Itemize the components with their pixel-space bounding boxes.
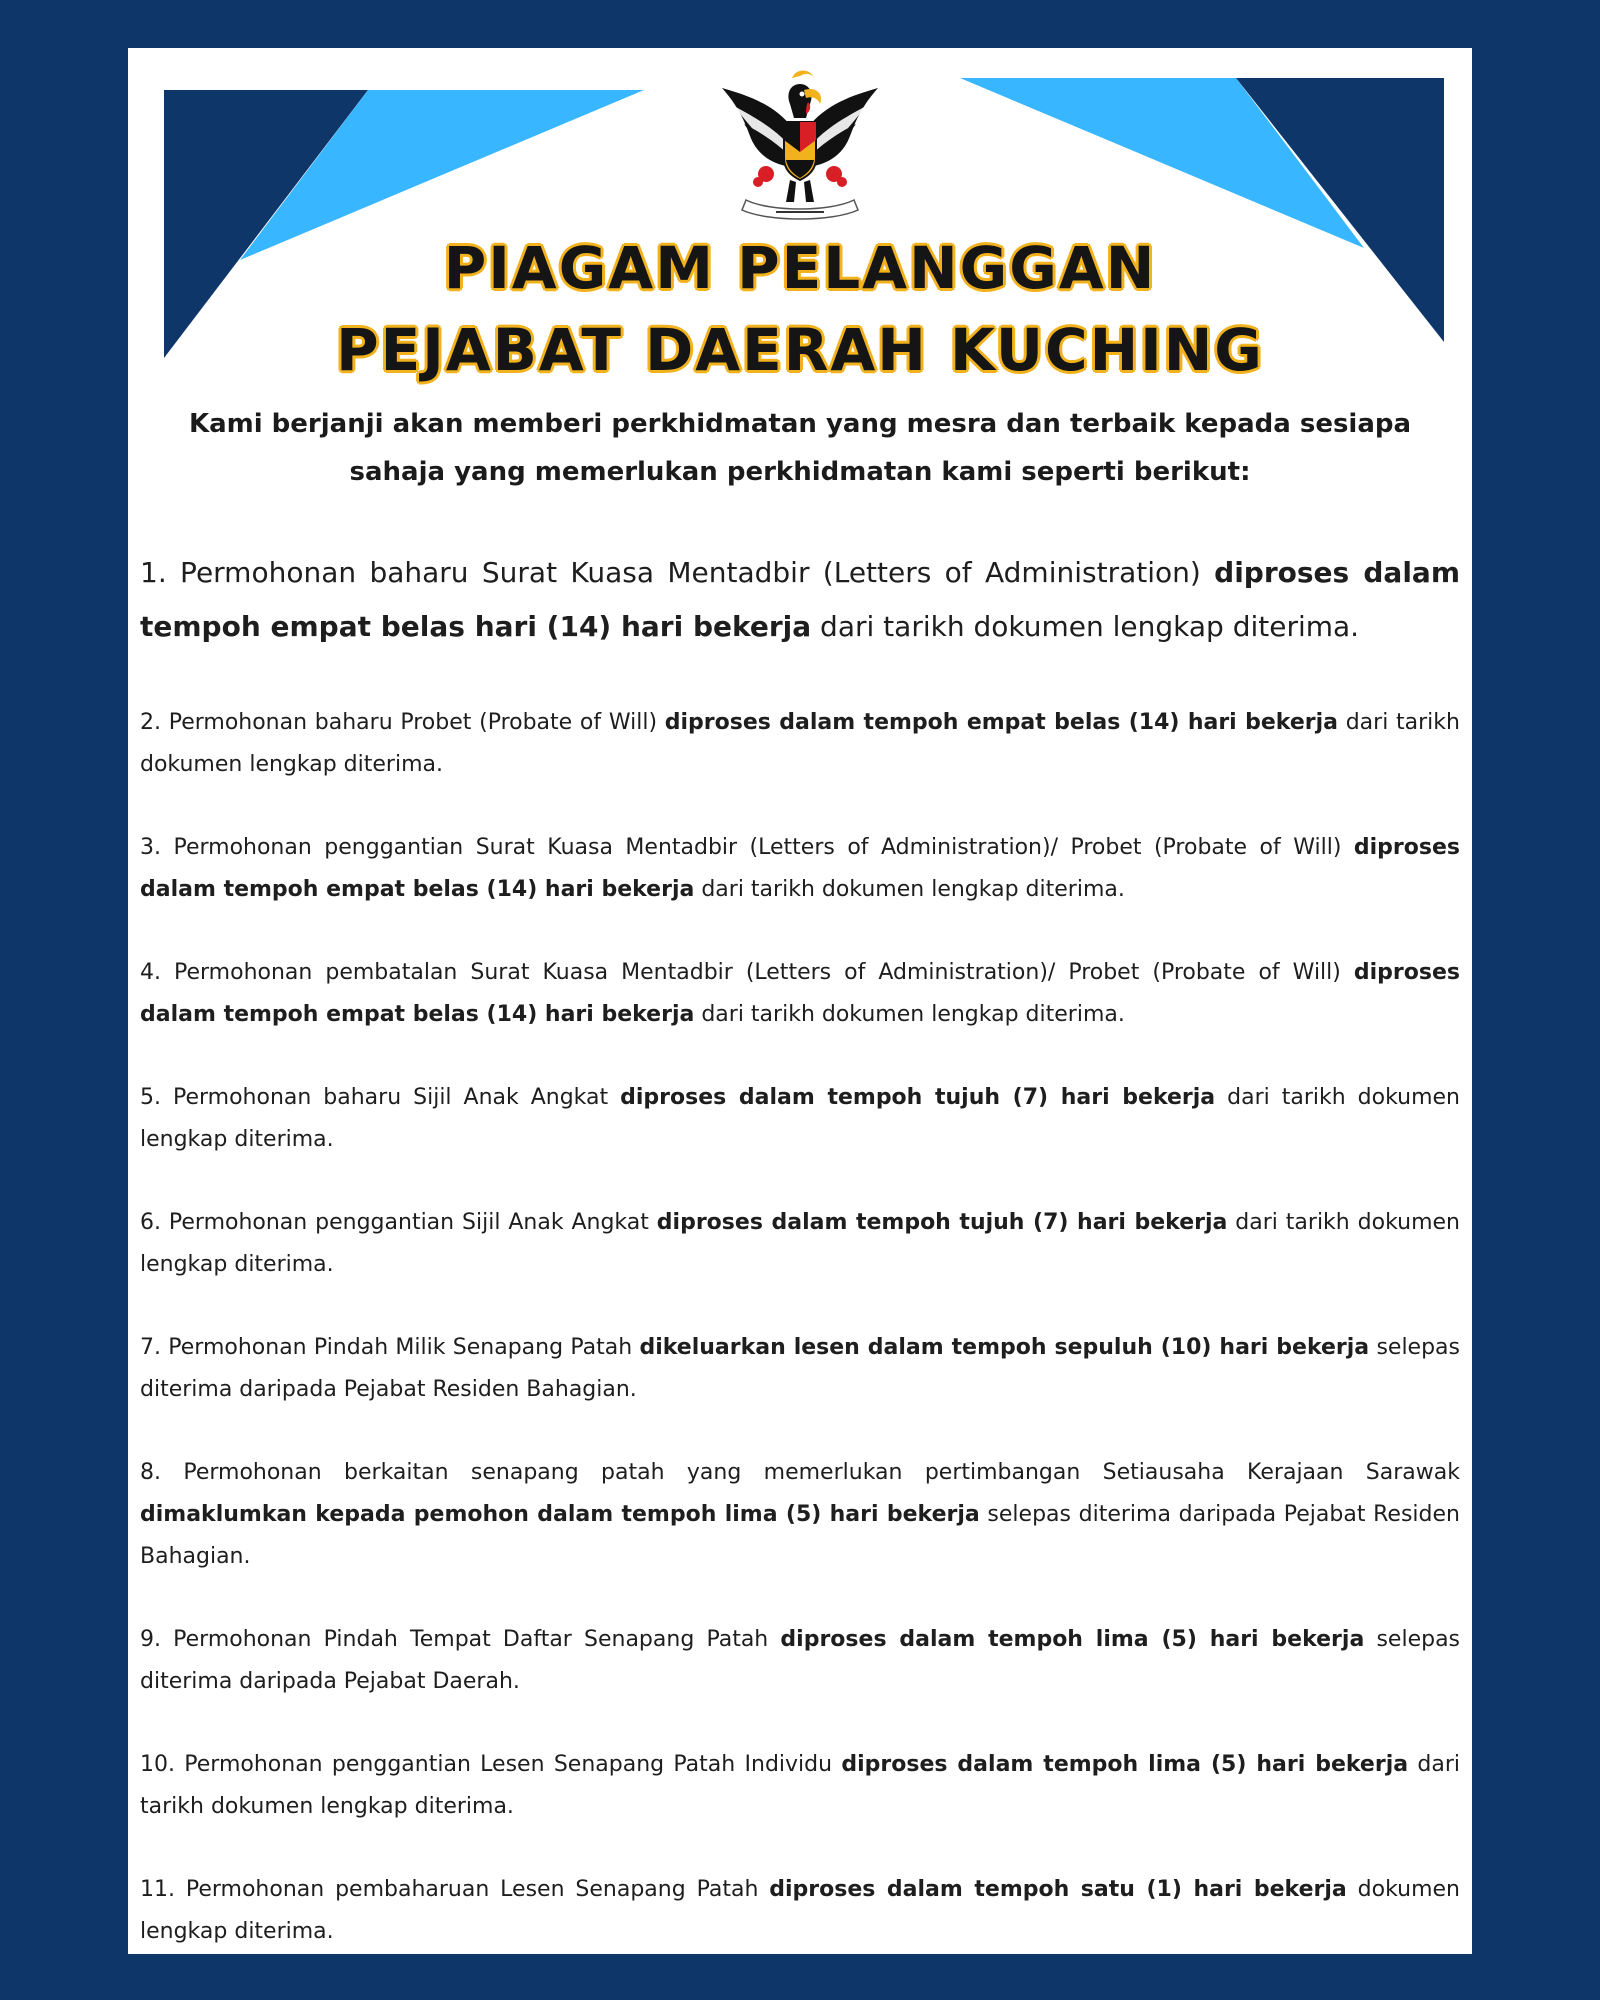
item-commitment: diproses dalam tempoh empat belas (14) hari bekerja <box>140 960 1460 1027</box>
charter-item <box>140 1744 1460 1828</box>
charter-item <box>140 546 1460 654</box>
charter-item <box>140 1869 1460 1953</box>
item-text: 1. Permohonan baharu Surat Kuasa Mentadbir (Letters of Administration) <box>140 556 1215 589</box>
item-text: selepas diterima daripada Pejabat Daerah. <box>140 1627 1461 1694</box>
item-text: dokumen lengkap diterima. <box>140 1877 1460 1944</box>
item-text: 4. Permohonan pembatalan Surat Kuasa Mentadbir (Letters of Administration)/ Probet (Probate of Will) <box>140 960 1354 985</box>
item-commitment: diproses dalam tempoh empat belas (14) hari bekerja <box>664 710 1338 735</box>
item-commitment: diproses dalam tempoh tujuh (7) hari bekerja <box>656 1210 1228 1235</box>
item-text: 3. Permohonan penggantian Surat Kuasa Mentadbir (Letters of Administration)/ Probet (Probate of Will) <box>140 835 1354 860</box>
right-dark-triangle <box>1236 78 1444 342</box>
charter-item <box>140 702 1460 786</box>
item-text: dari tarikh dokumen lengkap diterima. <box>694 877 1125 902</box>
item-text: dari tarikh dokumen lengkap diterima. <box>140 1085 1460 1152</box>
item-text: dari tarikh dokumen lengkap diterima. <box>140 710 1460 777</box>
item-text: dari tarikh dokumen lengkap diterima. <box>140 1752 1460 1819</box>
charter-item <box>140 952 1460 1036</box>
item-text: dari tarikh dokumen lengkap diterima. <box>811 610 1360 643</box>
coat-of-arms-icon <box>720 66 880 228</box>
intro-statement: Kami berjanji akan memberi perkhidmatan yang mesra dan terbaik kepada sesiapa sahaja yang memerlukan perkhidmatan kami seperti berikut: <box>188 409 1412 487</box>
item-commitment: diproses dalam tempoh satu (1) hari bekerja <box>769 1877 1347 1902</box>
item-text: 7. Permohonan Pindah Milik Senapang Patah <box>140 1335 640 1360</box>
item-text: selepas diterima daripada Pejabat Residen Bahagian. <box>140 1335 1460 1402</box>
charter-item <box>140 1202 1460 1286</box>
item-text: 5. Permohonan baharu Sijil Anak Angkat <box>140 1085 621 1110</box>
item-text: 9. Permohonan Pindah Tempat Daftar Senapang Patah <box>140 1627 781 1652</box>
item-commitment: diproses dalam tempoh tujuh (7) hari bekerja <box>620 1085 1216 1110</box>
item-commitment: diproses dalam tempoh lima (5) hari bekerja <box>780 1627 1365 1652</box>
item-commitment: diproses dalam tempoh empat belas hari (14) hari bekerja <box>140 556 1460 643</box>
charter-list <box>140 546 1460 1954</box>
item-text: 6. Permohonan penggantian Sijil Anak Angkat <box>140 1210 657 1235</box>
item-text: dari tarikh dokumen lengkap diterima. <box>140 1210 1460 1277</box>
item-commitment: dikeluarkan lesen dalam tempoh sepuluh (10) hari bekerja <box>639 1335 1370 1360</box>
charter-item <box>140 1327 1460 1411</box>
title-line-1: PIAGAM PELANGGAN <box>443 234 1157 302</box>
charter-page <box>128 48 1472 1954</box>
item-text: 11. Permohonan pembaharuan Lesen Senapang Patah <box>140 1877 770 1902</box>
item-commitment: diproses dalam tempoh empat belas (14) hari bekerja <box>140 835 1460 902</box>
item-text: 8. Permohonan berkaitan senapang patah yang memerlukan pertimbangan Setiausaha Kerajaan Sarawak <box>140 1460 1460 1485</box>
item-commitment: dimaklumkan kepada pemohon dalam tempoh lima (5) hari bekerja <box>140 1502 980 1527</box>
charter-item <box>140 827 1460 911</box>
item-commitment: diproses dalam tempoh lima (5) hari bekerja <box>841 1752 1409 1777</box>
charter-item <box>140 1619 1460 1703</box>
item-text: selepas diterima daripada Pejabat Residen Bahagian. <box>140 1502 1460 1569</box>
charter-item <box>140 1077 1460 1161</box>
charter-item <box>140 1452 1460 1578</box>
title-line-2: PEJABAT DAERAH KUCHING <box>336 316 1264 384</box>
item-text: dari tarikh dokumen lengkap diterima. <box>694 1002 1125 1027</box>
item-text: 2. Permohonan baharu Probet (Probate of Will) <box>140 710 665 735</box>
item-text: 10. Permohonan penggantian Lesen Senapang Patah Individu <box>140 1752 842 1777</box>
